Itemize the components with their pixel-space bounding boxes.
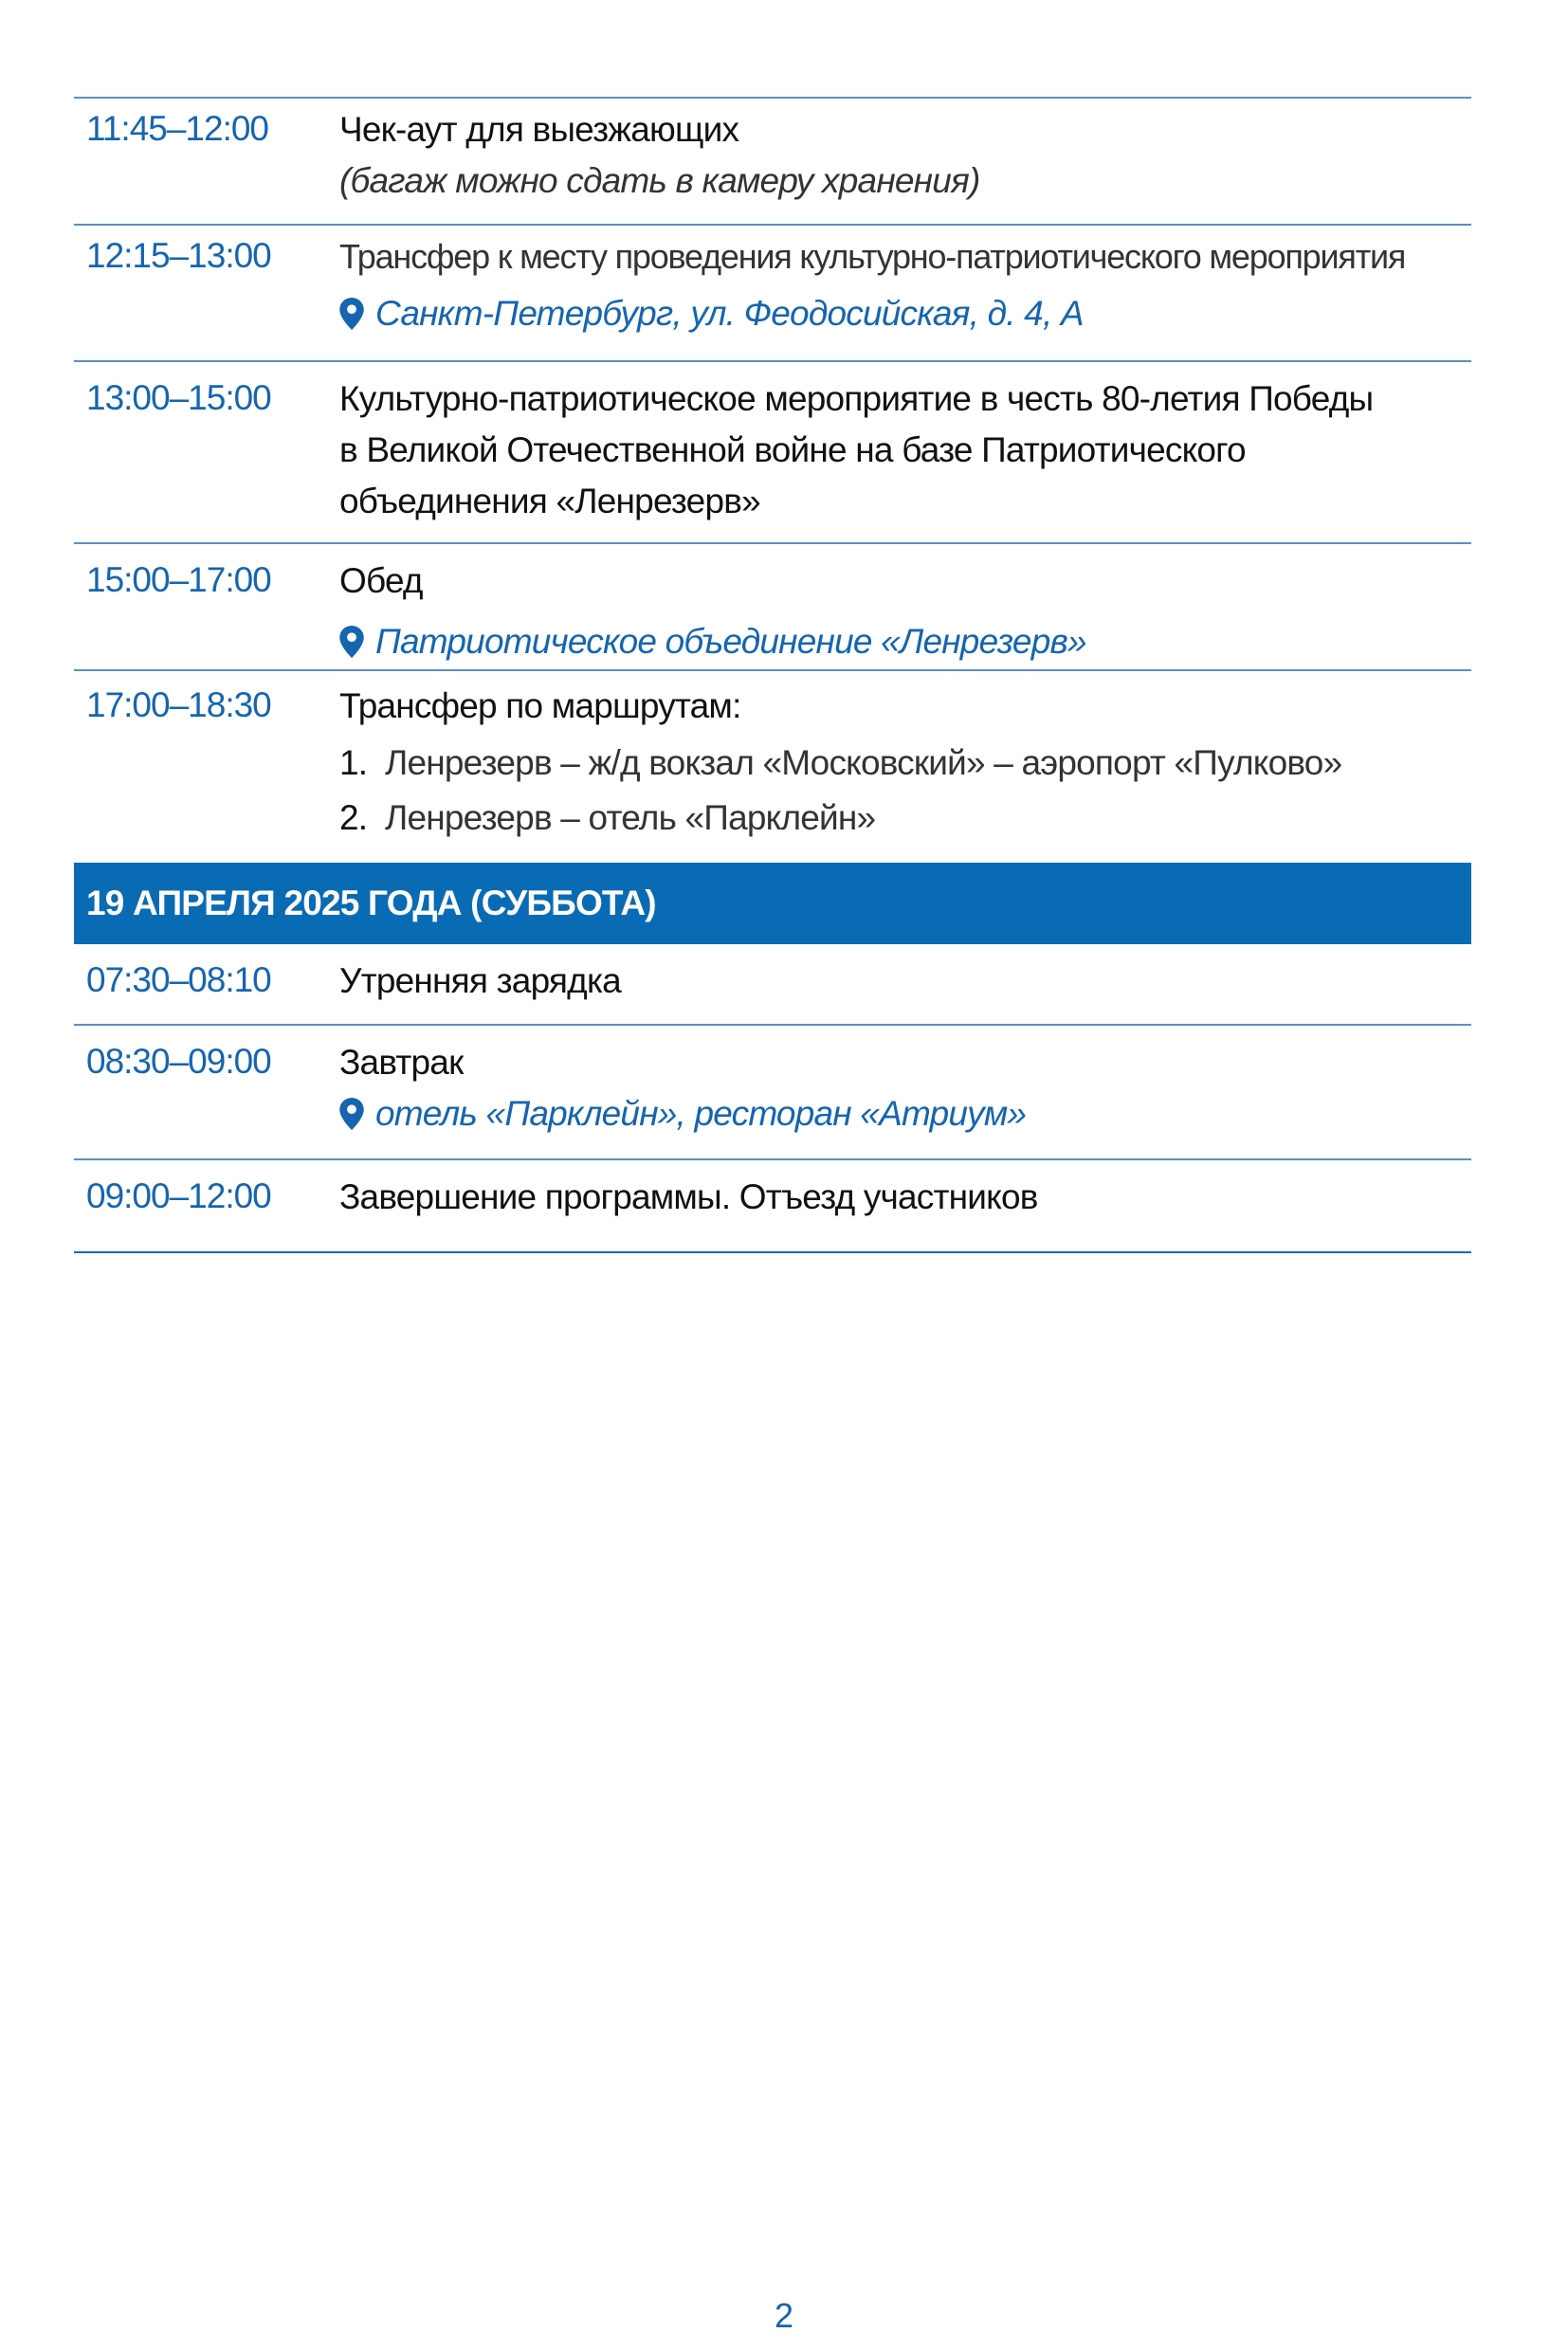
event-details xyxy=(339,374,1471,542)
schedule-row xyxy=(74,1158,1471,1253)
time-slot: 09:00–12:00 xyxy=(86,1176,271,1215)
schedule-row xyxy=(74,669,1471,863)
event-title: Утренняя зарядка xyxy=(339,961,621,1000)
event-details xyxy=(339,1037,1471,1158)
event-title: Завтрак xyxy=(339,1043,464,1082)
event-details xyxy=(339,956,1471,1024)
schedule-row xyxy=(74,224,1471,360)
schedule-table xyxy=(74,97,1471,1253)
schedule-row xyxy=(74,944,1471,1024)
event-details xyxy=(339,1172,1471,1251)
time-slot: 12:15–13:00 xyxy=(86,236,271,275)
map-pin-icon xyxy=(339,298,364,330)
event-title: Обед xyxy=(339,561,423,600)
schedule-row xyxy=(74,542,1471,669)
event-title-line: Культурно-патриотическое мероприятие в честь 80-летия Победы xyxy=(339,379,1374,418)
time-slot: 13:00–15:00 xyxy=(86,378,271,417)
event-title: Чек-аут для выезжающих xyxy=(339,110,739,149)
schedule-row xyxy=(74,360,1471,542)
time-slot: 17:00–18:30 xyxy=(86,685,271,724)
event-details xyxy=(339,556,1471,669)
day-header: 19 АПРЕЛЯ 2025 ГОДА (СУББОТА) xyxy=(74,863,1471,944)
event-title: Трансфер по маршрутам: xyxy=(339,686,741,725)
route-item xyxy=(339,793,1471,844)
route-item xyxy=(339,738,1471,789)
event-details xyxy=(339,104,1471,224)
time-slot: 07:30–08:10 xyxy=(86,960,271,999)
route-number: 1. xyxy=(339,743,368,782)
event-title: Трансфер к месту проведения культурно-патриотического мероприятия xyxy=(339,237,1406,276)
event-location xyxy=(339,616,1471,667)
event-location xyxy=(339,1088,1471,1139)
location-text: Санкт-Петербург, ул. Феодосийская, д. 4, А xyxy=(375,294,1084,333)
schedule-row xyxy=(74,1024,1471,1158)
map-pin-icon xyxy=(339,1098,364,1130)
route-text: Ленрезерв – ж/д вокзал «Московский» – аэропорт «Пулково» xyxy=(385,743,1342,782)
event-location xyxy=(339,288,1471,339)
event-title-line: объединения «Ленрезерв» xyxy=(339,482,760,520)
event-details xyxy=(339,681,1471,863)
time-slot: 15:00–17:00 xyxy=(86,560,271,599)
route-number: 2. xyxy=(339,798,368,837)
event-title-line: в Великой Отечественной войне на базе Патриотического xyxy=(339,430,1246,469)
schedule-row xyxy=(74,97,1471,224)
event-details xyxy=(339,231,1471,360)
location-text: отель «Парклейн», ресторан «Атриум» xyxy=(375,1094,1027,1133)
event-title: Завершение программы. Отъезд участников xyxy=(339,1177,1038,1216)
time-slot: 08:30–09:00 xyxy=(86,1042,271,1081)
map-pin-icon xyxy=(339,626,364,658)
location-text: Патриотическое объединение «Ленрезерв» xyxy=(375,622,1086,661)
page-number: 2 xyxy=(774,2296,794,2335)
event-note: (багаж можно сдать в камеру хранения) xyxy=(339,161,980,200)
time-slot: 11:45–12:00 xyxy=(86,109,269,148)
route-text: Ленрезерв – отель «Парклейн» xyxy=(385,798,876,837)
